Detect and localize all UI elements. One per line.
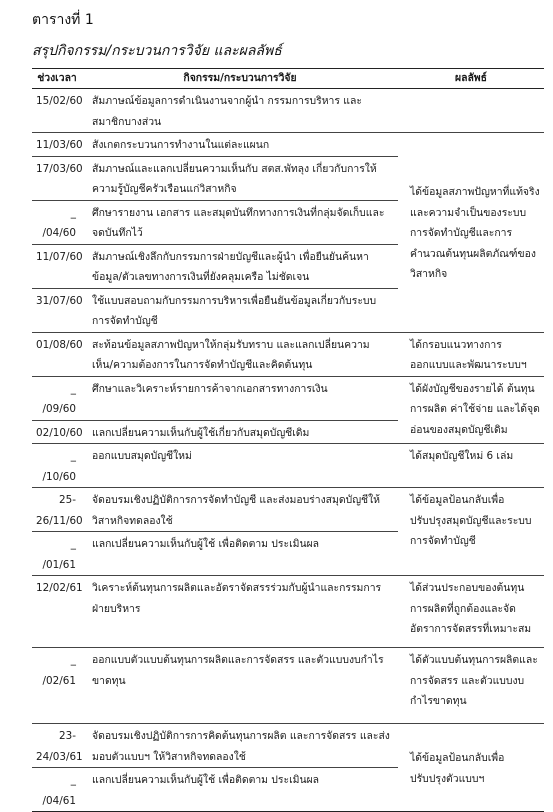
row-result: ได้ส่วนประกอบของต้นทุนการผลิตที่ถูกต้องและจัดอัตราการจัดสรรที่เหมาะสม xyxy=(398,576,544,648)
row-activity: สัมภาษณ์เชิงลึกกับกรรมการฝ่ายบัญชีและผู้นำ เพื่อยืนยันค้นหา ข้อมูล/ตัวเลขทางการเงินที่ยังคลุมเครือ ไม่ชัดเจน xyxy=(82,244,398,288)
table-title: สรุปกิจกรรม/กระบวนการวิจัย และผลลัพธ์ xyxy=(32,43,282,59)
table-row xyxy=(32,724,544,768)
header-result: ผลลัพธ์ xyxy=(454,72,487,84)
row-date: _ /01/61 xyxy=(32,532,82,576)
table-row xyxy=(32,376,544,420)
table-header-row xyxy=(32,69,544,89)
row-date: 02/10/60 xyxy=(32,420,82,444)
row-date: 12/02/61 xyxy=(32,576,82,648)
row-result: ได้กรอบแนวทางการออกแบบและพัฒนาระบบฯ xyxy=(398,332,544,376)
row-activity: สัมภาษณ์และแลกเปลี่ยนความเห็นกับ สตส.พัทลุง เกี่ยวกับการให้ความรู้บัญชีครัวเรือนแก่วิสาหกิจ xyxy=(82,156,398,200)
table-row xyxy=(32,332,544,376)
row-activity: สะท้อนข้อมูลสภาพปัญหาให้กลุ่มรับทราบ และแลกเปลี่ยนความเห็น/ความต้องการในการจัดทำบัญชีและคิดต้นทุน xyxy=(82,332,398,376)
row-date: 17/03/60 xyxy=(32,156,82,200)
row-activity: ออกแบบตัวแบบต้นทุนการผลิตและการจัดสรร และตัวแบบงบกำไรขาดทุน xyxy=(82,648,398,724)
row-date: _ /02/61 xyxy=(32,648,82,724)
table-row xyxy=(32,133,544,157)
table-row xyxy=(32,648,544,724)
row-date: _ /04/61 xyxy=(32,768,82,812)
row-activity: แลกเปลี่ยนความเห็นกับผู้ใช้ เพื่อติดตาม ประเมินผล xyxy=(82,532,398,576)
row-date: 11/07/60 xyxy=(32,244,82,288)
row-date: 25- 26/11/60 xyxy=(32,488,82,532)
table-row xyxy=(32,444,544,488)
row-date: 11/03/60 xyxy=(32,133,82,157)
row-activity: แลกเปลี่ยนความเห็นกับผู้ใช้ เพื่อติดตาม ประเมินผล xyxy=(82,768,398,812)
row-result: ได้ข้อมูลป้อนกลับเพื่อปรับปรุงสมุดบัญชีและระบบการจัดทำบัญชี xyxy=(398,488,544,576)
row-activity: ใช้แบบสอบถามกับกรรมการบริหารเพื่อยืนยันข้อมูลเกี่ยวกับระบบการจัดทำบัญชี xyxy=(82,288,398,332)
row-activity: สังเกตกระบวนการทำงานในแต่ละแผนก xyxy=(82,133,398,157)
row-result: ได้ตัวแบบต้นทุนการผลิตและการจัดสรร และตัวแบบงบกำไรขาดทุน xyxy=(398,648,544,724)
row-result xyxy=(398,89,544,133)
table-number: ตารางที่ 1 xyxy=(32,12,94,28)
row-result: ได้ข้อมูลป้อนกลับเพื่อปรับปรุงตัวแบบฯ xyxy=(398,724,544,812)
row-date: 15/02/60 xyxy=(32,89,82,133)
row-date: _ /04/60 xyxy=(32,200,82,244)
row-activity: ศึกษาและวิเคราะห์รายการค้าจากเอกสารทางการเงิน xyxy=(82,376,398,420)
row-date: _ /10/60 xyxy=(32,444,82,488)
row-activity: จัดอบรมเชิงปฏิบัติการการจัดทำบัญชี และส่งมอบร่างสมุดบัญชีให้วิสาหกิจทดลองใช้ xyxy=(82,488,398,532)
row-activity: สัมภาษณ์ข้อมูลการดำเนินงานจากผู้นำ กรรมการบริหาร และสมาชิกบางส่วน xyxy=(82,89,398,133)
row-date: 31/07/60 xyxy=(32,288,82,332)
row-activity: วิเคราะห์ต้นทุนการผลิตและอัตราจัดสรรร่วมกับผู้นำและกรรมการฝ่ายบริหาร xyxy=(82,576,398,648)
row-activity: จัดอบรมเชิงปฏิบัติการการคิดต้นทุนการผลิต และการจัดสรร และส่งมอบตัวแบบฯ ให้วิสาหกิจทดลองใช้ xyxy=(82,724,398,768)
activity-results-table xyxy=(32,68,544,812)
table-row xyxy=(32,89,544,133)
row-date: _ /09/60 xyxy=(32,376,82,420)
row-date: 01/08/60 xyxy=(32,332,82,376)
header-period: ช่วงเวลา xyxy=(37,72,77,84)
row-activity: ศึกษารายงาน เอกสาร และสมุดบันทึกทางการเงินที่กลุ่มจัดเก็บและจดบันทึกไว้ xyxy=(82,200,398,244)
row-result: ได้ข้อมูลสภาพปัญหาที่แท้จริง และความจำเป็นของระบบการจัดทำบัญชีและการคำนวณต้นทุนผลิตภัณฑ์ของวิสาหกิจ xyxy=(398,133,544,333)
row-activity: แลกเปลี่ยนความเห็นกับผู้ใช้เกี่ยวกับสมุดบัญชีเดิม xyxy=(82,420,398,444)
table-row xyxy=(32,576,544,648)
header-activity: กิจกรรม/กระบวนการวิจัย xyxy=(183,72,297,84)
row-result: ได้ผังบัญชีของรายได้ ต้นทุนการผลิต ค่าใช้จ่าย และได้จุดอ่อนของสมุดบัญชีเดิม xyxy=(398,376,544,444)
row-result: ได้สมุดบัญชีใหม่ 6 เล่ม xyxy=(398,444,544,488)
table-row xyxy=(32,488,544,532)
row-activity: ออกแบบสมุดบัญชีใหม่ xyxy=(82,444,398,488)
row-date: 23- 24/03/61 xyxy=(32,724,82,768)
